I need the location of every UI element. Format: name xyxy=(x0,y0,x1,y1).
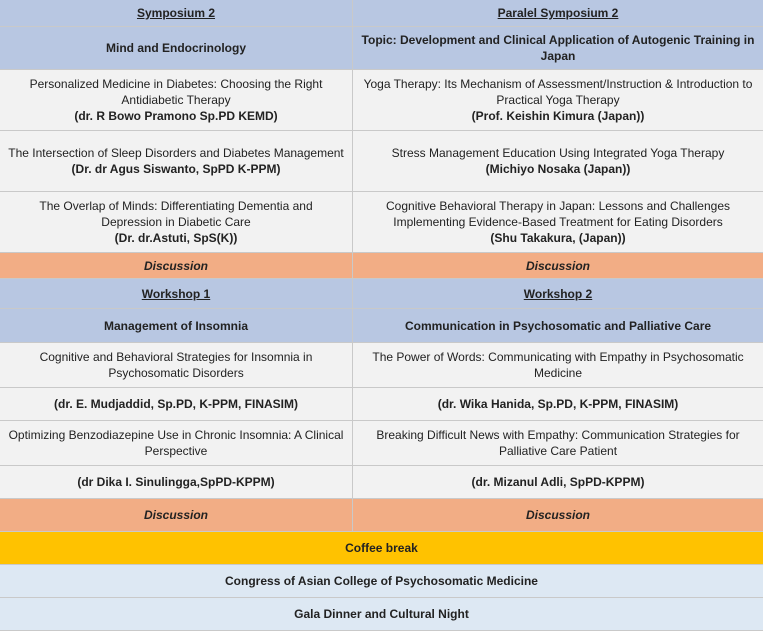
talk-speaker: (Dr. dr.Astuti, SpS(K)) xyxy=(114,231,238,245)
symposium-header-row xyxy=(0,0,763,27)
coffee-break-label: Coffee break xyxy=(0,532,763,564)
workshop-1-topic: Management of Insomnia xyxy=(0,309,353,342)
workshop-talk-speaker-row xyxy=(0,466,763,499)
talk-cell xyxy=(353,192,763,252)
talk-speaker: (dr. E. Mudjaddid, Sp.PD, K-PPM, FINASIM) xyxy=(0,388,353,420)
talk-title: The Overlap of Minds: Differentiating Dementia and Depression in Diabetic Care xyxy=(39,199,313,229)
talk-cell xyxy=(0,192,353,252)
coffee-break-row xyxy=(0,532,763,565)
talk-title: Stress Management Education Using Integrated Yoga Therapy xyxy=(391,146,725,160)
talk-cell xyxy=(353,70,763,130)
talk-speaker: (Dr. dr Agus Siswanto, SpPD K-PPM) xyxy=(71,162,281,176)
workshop-header-row xyxy=(0,279,763,309)
workshop-talk-speaker-row xyxy=(0,388,763,421)
gala-dinner-row xyxy=(0,598,763,631)
paralel-symposium-2-topic: Topic: Development and Clinical Application of Autogenic Training in Japan xyxy=(353,27,763,69)
discussion-label: Discussion xyxy=(353,499,763,531)
discussion-label: Discussion xyxy=(0,253,353,278)
talk-cell xyxy=(0,131,353,191)
workshop-topic-row xyxy=(0,309,763,343)
talk-title: Yoga Therapy: Its Mechanism of Assessment/Instruction & Introduction to Practical Yoga Therapy xyxy=(363,77,753,107)
symposium-topic-row xyxy=(0,27,763,70)
congress-row xyxy=(0,565,763,598)
talk-speaker: (Prof. Keishin Kimura (Japan)) xyxy=(471,109,645,123)
workshop-talk-title-row xyxy=(0,421,763,466)
talk-speaker: (dr Dika I. Sinulingga,SpPD-KPPM) xyxy=(0,466,353,498)
gala-dinner-label: Gala Dinner and Cultural Night xyxy=(0,598,763,630)
talk-title: The Power of Words: Communicating with Empathy in Psychosomatic Medicine xyxy=(353,343,763,387)
symposium-2-topic: Mind and Endocrinology xyxy=(0,27,353,69)
talk-title: Personalized Medicine in Diabetes: Choosing the Right Antidiabetic Therapy xyxy=(29,77,323,107)
symposium-talk-row xyxy=(0,131,763,192)
symposium-discussion-row xyxy=(0,253,763,279)
workshop-1-header: Workshop 1 xyxy=(0,279,353,308)
symposium-2-header: Symposium 2 xyxy=(0,0,353,26)
talk-title: The Intersection of Sleep Disorders and Diabetes Management xyxy=(8,146,344,160)
symposium-talk-row xyxy=(0,192,763,253)
congress-label: Congress of Asian College of Psychosomatic Medicine xyxy=(0,565,763,597)
talk-cell xyxy=(353,131,763,191)
talk-cell xyxy=(0,70,353,130)
symposium-talk-row xyxy=(0,70,763,131)
discussion-label: Discussion xyxy=(353,253,763,278)
discussion-label: Discussion xyxy=(0,499,353,531)
talk-title: Optimizing Benzodiazepine Use in Chronic Insomnia: A Clinical Perspective xyxy=(0,421,353,465)
workshop-discussion-row xyxy=(0,499,763,532)
talk-title: Cognitive and Behavioral Strategies for Insomnia in Psychosomatic Disorders xyxy=(0,343,353,387)
talk-title: Breaking Difficult News with Empathy: Communication Strategies for Palliative Care Patient xyxy=(353,421,763,465)
workshop-2-topic: Communication in Psychosomatic and Palliative Care xyxy=(353,309,763,342)
talk-speaker: (dr. Wika Hanida, Sp.PD, K-PPM, FINASIM) xyxy=(353,388,763,420)
talk-speaker: (dr. Mizanul Adli, SpPD-KPPM) xyxy=(353,466,763,498)
talk-title: Cognitive Behavioral Therapy in Japan: Lessons and Challenges Implementing Evidence-Based Treatment for Eating Disorders xyxy=(386,199,730,229)
workshop-2-header: Workshop 2 xyxy=(353,279,763,308)
workshop-talk-title-row xyxy=(0,343,763,388)
talk-speaker: (dr. R Bowo Pramono Sp.PD KEMD) xyxy=(74,109,278,123)
talk-speaker: (Shu Takakura, (Japan)) xyxy=(490,231,626,245)
talk-speaker: (Michiyo Nosaka (Japan)) xyxy=(485,162,631,176)
paralel-symposium-2-header: Paralel Symposium 2 xyxy=(353,0,763,26)
